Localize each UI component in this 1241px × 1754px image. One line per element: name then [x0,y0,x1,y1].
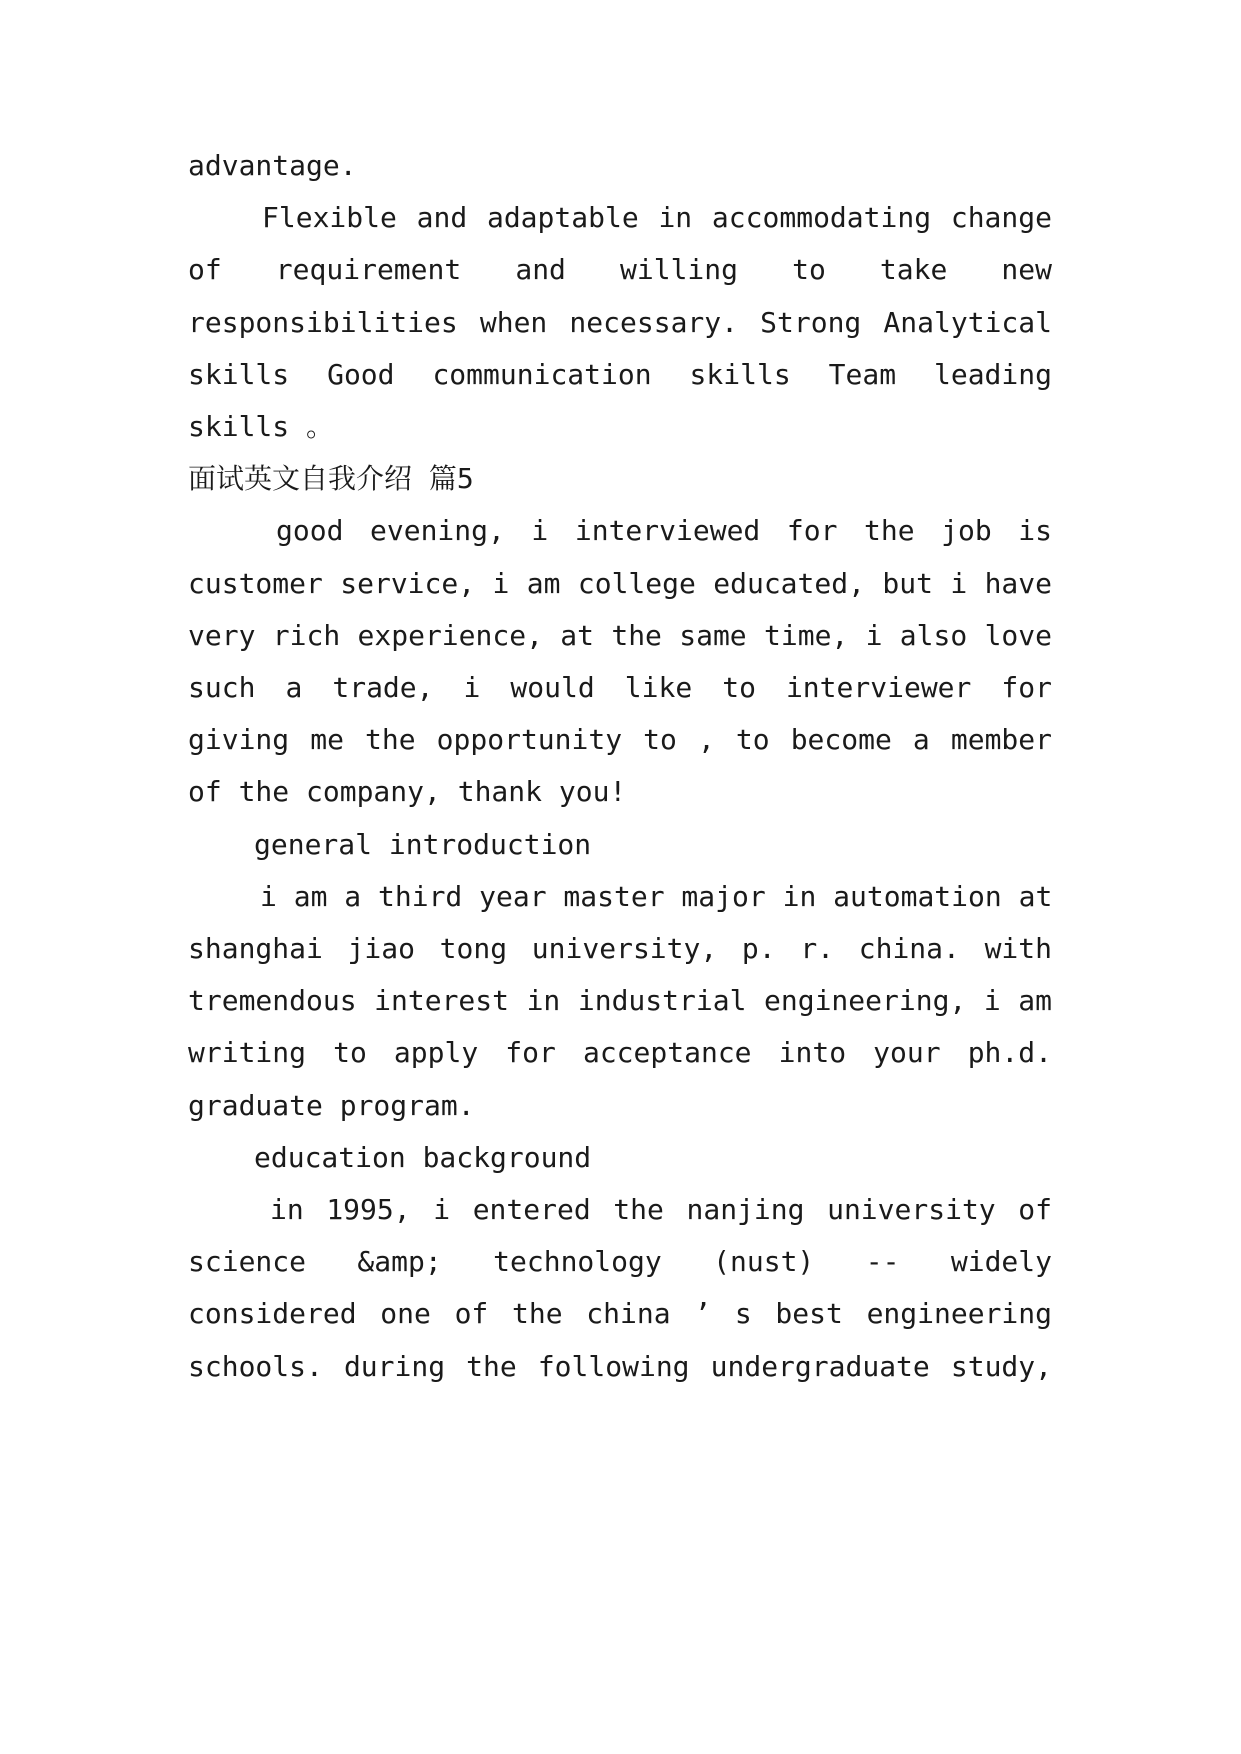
text-line: customer service, i am college educated, but i have [188,567,1052,600]
text-line: skills 。 [188,410,335,443]
text-line: shanghai jiao tong university, p. r. china. with [188,932,1052,965]
text-line: writing to apply for acceptance into your ph.d. [188,1036,1052,1069]
text-line: such a trade, i would like to interviewer for [188,671,1052,704]
text-line: Flexible and adaptable in accommodating change [262,201,1052,234]
text-line: science &amp; technology (nust) -- widely [188,1245,1052,1278]
text-line: skills Good communication skills Team leading [188,358,1052,391]
text-line: in 1995, i entered the nanjing university of [270,1193,1052,1226]
text-line: of the company, thank you! [188,775,627,808]
text-line: considered one of the china ’ s best engineering [188,1297,1052,1330]
text-line: advantage. [188,149,357,182]
text-line: schools. during the following undergraduate study, [188,1350,1052,1383]
text-line: general introduction [254,828,592,861]
text-line: graduate program. [188,1089,475,1122]
text-line: education background [254,1141,592,1174]
text-line: very rich experience, at the same time, i also love [188,619,1052,652]
text-line: tremendous interest in industrial engineering, i am [188,984,1052,1017]
text-line: of requirement and willing to take new [188,253,1052,286]
text-line: i am a third year master major in automation at [260,880,1053,913]
text-line: good evening, i interviewed for the job is [276,514,1052,547]
section-heading: 面试英文自我介绍 篇5 [188,462,474,495]
text-line: giving me the opportunity to , to become a member [188,723,1052,756]
text-line: responsibilities when necessary. Strong Analytical [188,306,1052,339]
